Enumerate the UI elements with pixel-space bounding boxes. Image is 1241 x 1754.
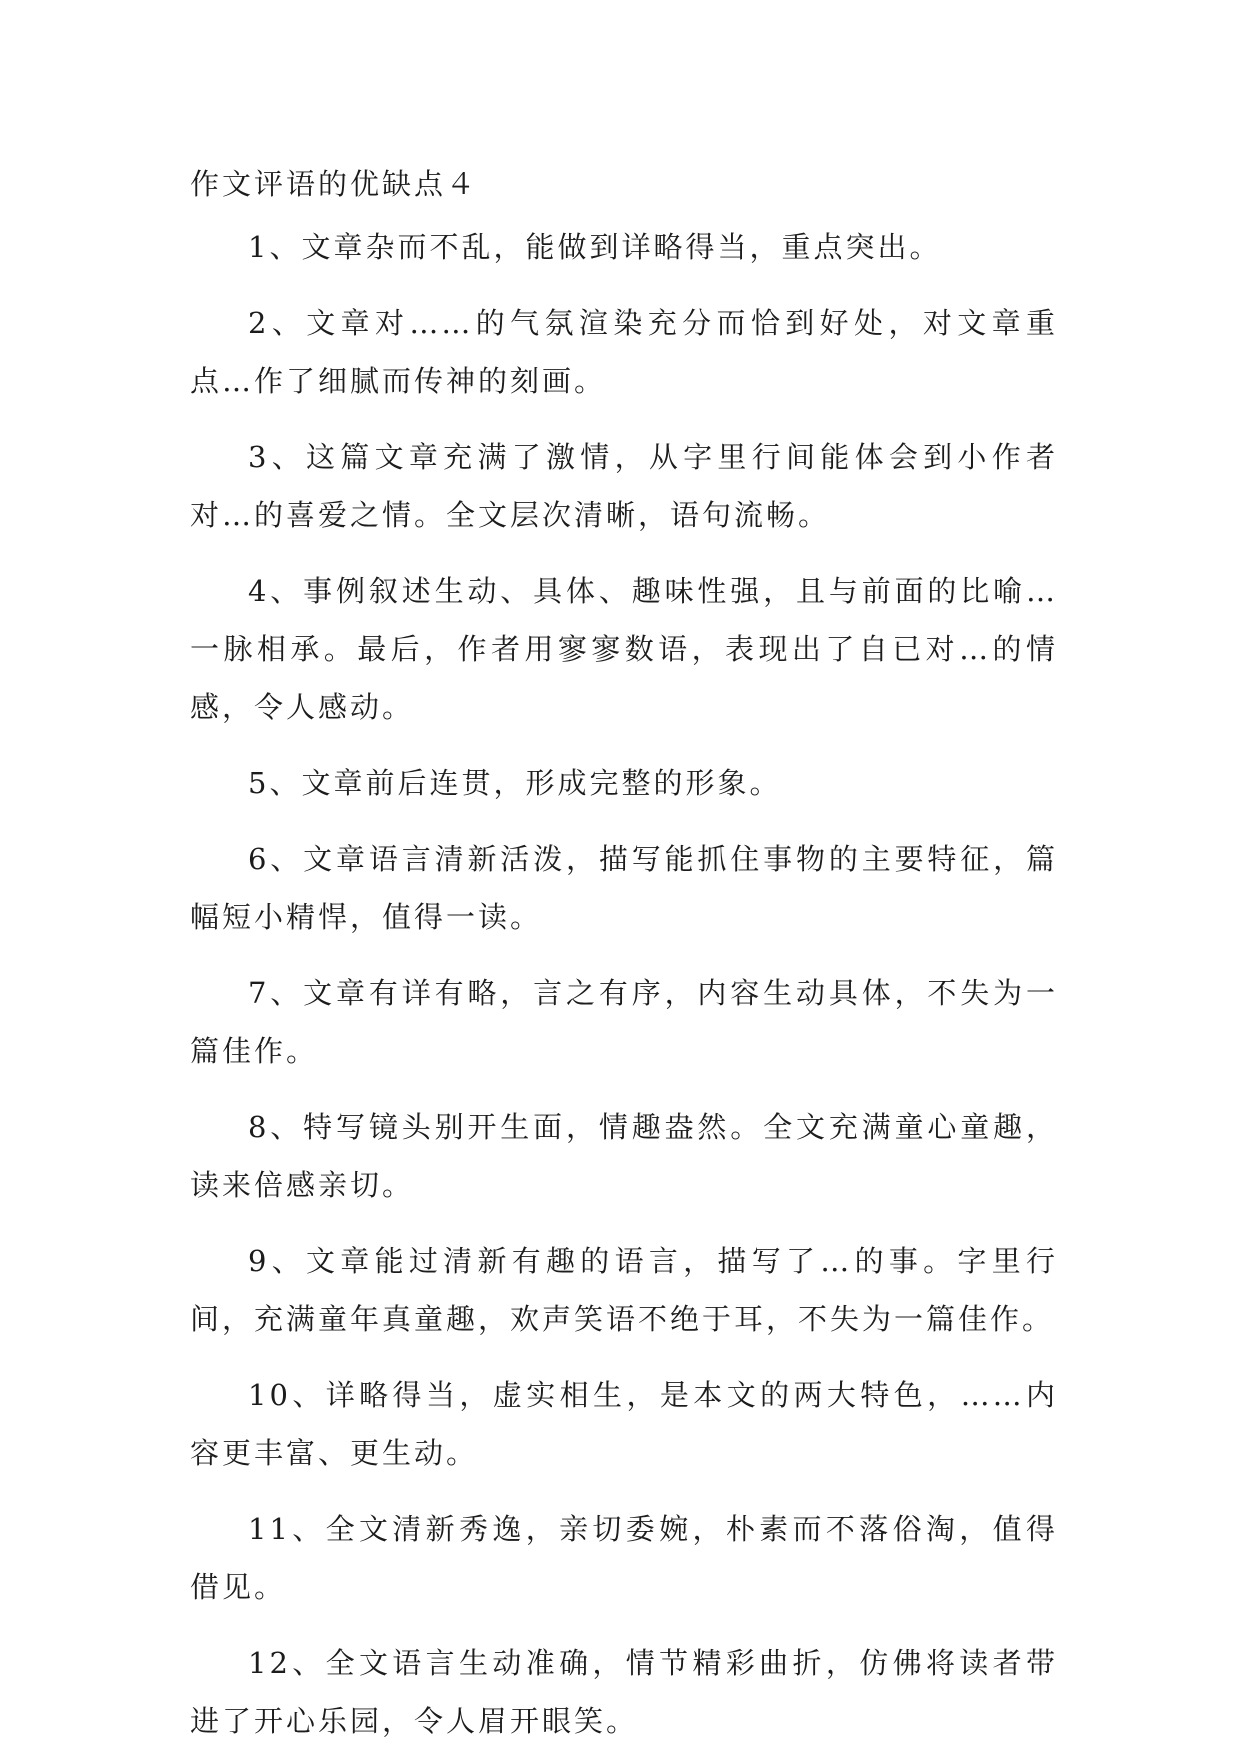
comment-paragraph-6: 6、文章语言清新活泼，描写能抓住事物的主要特征，篇幅短小精悍，值得一读。	[190, 842, 1058, 934]
comment-paragraph-3: 3、这篇文章充满了激情，从字里行间能体会到小作者对…的喜爱之情。全文层次清晰，语句流畅。	[190, 440, 1058, 532]
comment-paragraph-7: 7、文章有详有略，言之有序，内容生动具体，不失为一篇佳作。	[190, 976, 1058, 1068]
comment-paragraph-5: 5、文章前后连贯，形成完整的形象。	[248, 766, 782, 800]
comment-paragraph-12: 12、全文语言生动准确，情节精彩曲折，仿佛将读者带进了开心乐园，令人眉开眼笑。	[190, 1646, 1058, 1738]
comment-paragraph-11: 11、全文清新秀逸，亲切委婉，朴素而不落俗淘，值得借见。	[190, 1512, 1058, 1604]
comment-paragraph-1: 1、文章杂而不乱，能做到详略得当，重点突出。	[248, 230, 942, 264]
comment-paragraph-9: 9、文章能过清新有趣的语言，描写了…的事。字里行间，充满童年真童趣，欢声笑语不绝于耳，不失为一篇佳作。	[190, 1244, 1058, 1336]
document-body	[190, 164, 1058, 1750]
comment-paragraph-2: 2、文章对……的气氛渲染充分而恰到好处，对文章重点…作了细腻而传神的刻画。	[190, 306, 1058, 398]
comment-paragraph-4: 4、事例叙述生动、具体、趣味性强，且与前面的比喻…一脉相承。最后，作者用寥寥数语，表现出了自已对…的情感，令人感动。	[190, 574, 1058, 724]
document-title: 作文评语的优缺点４	[190, 167, 479, 201]
comment-paragraph-8: 8、特写镜头别开生面，情趣盎然。全文充满童心童趣，读来倍感亲切。	[190, 1110, 1058, 1202]
comment-paragraph-10: 10、详略得当，虚实相生，是本文的两大特色，……内容更丰富、更生动。	[190, 1378, 1058, 1470]
